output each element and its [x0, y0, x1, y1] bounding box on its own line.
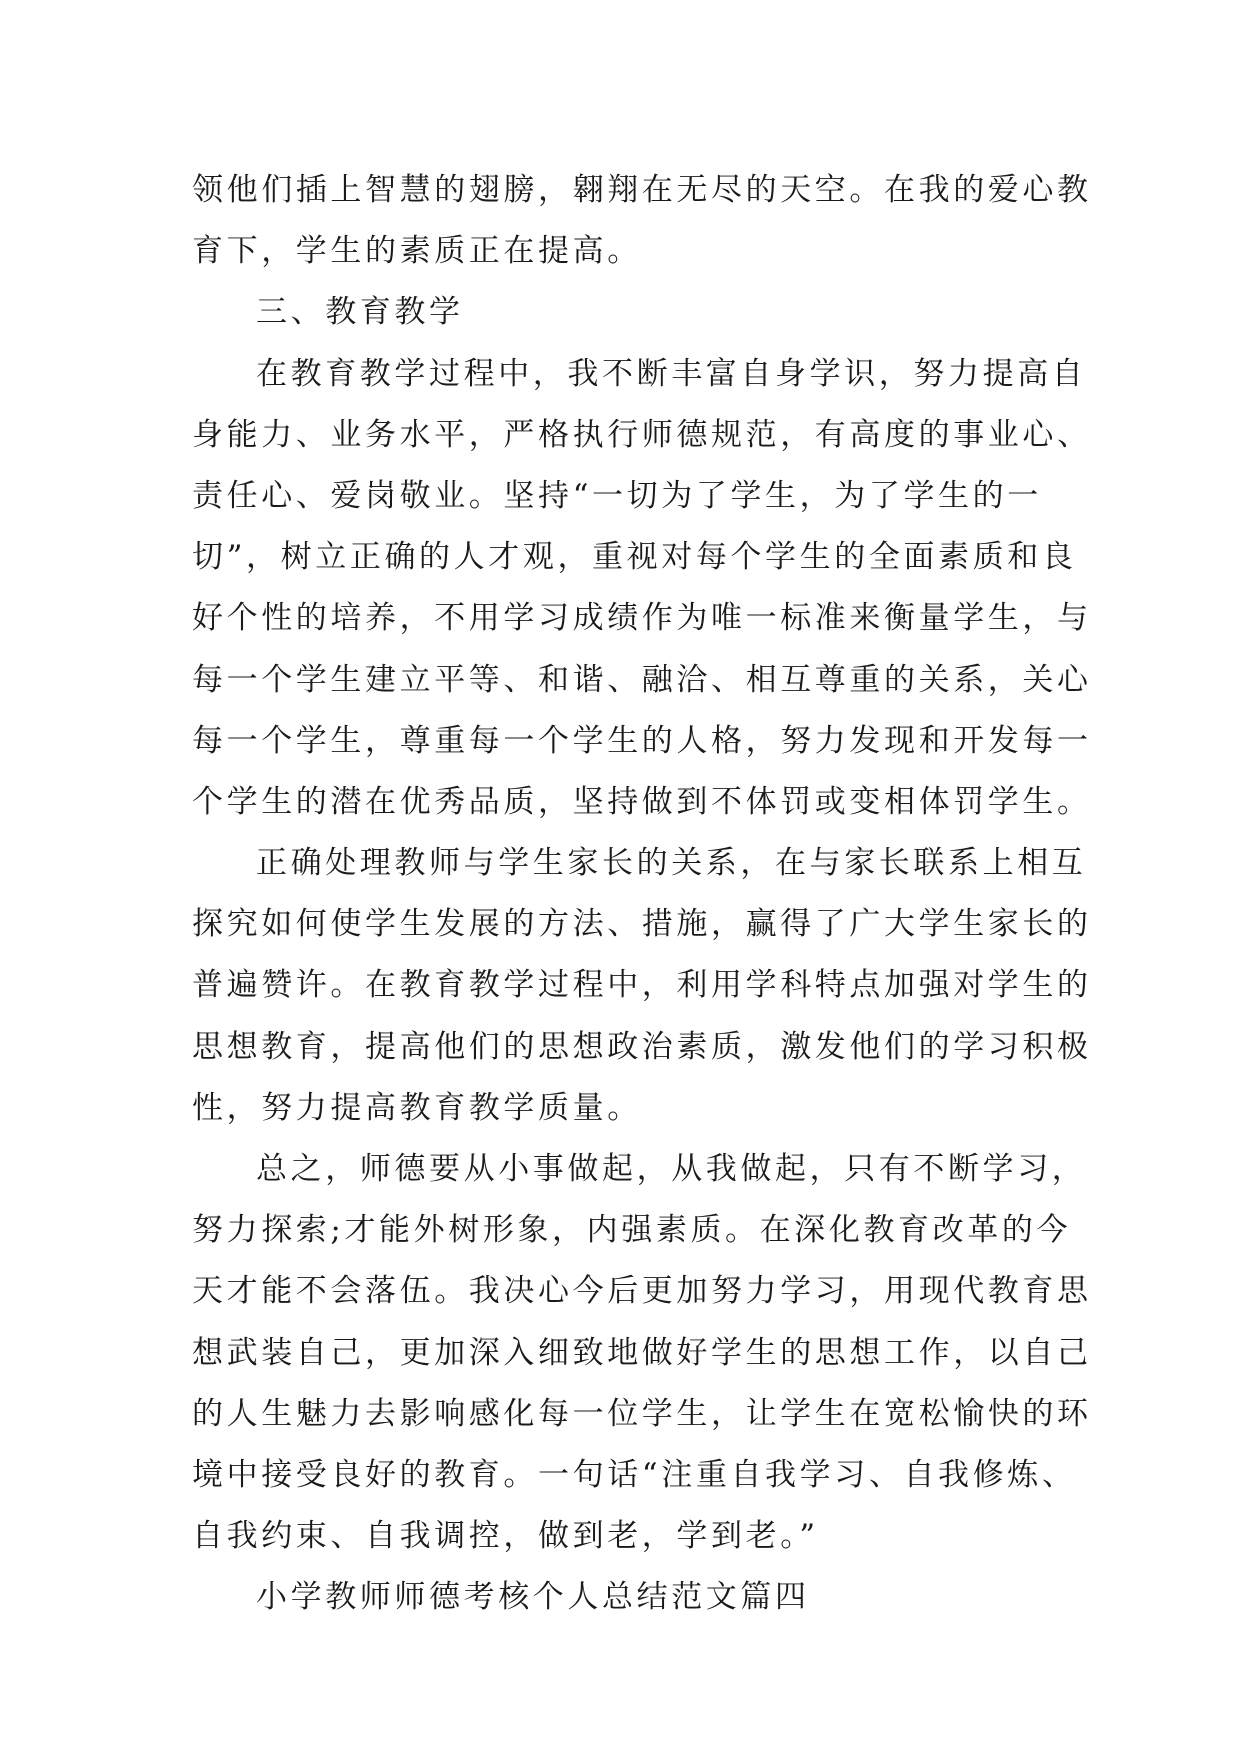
- text-line: 身能力、业务水平，严格执行师德规范，有高度的事业心、: [192, 416, 1092, 453]
- text-line: 努力探索;才能外树形象，内强素质。在深化教育改革的今: [192, 1212, 1072, 1249]
- text-line: 好个性的培养，不用学习成绩作为唯一标准来衡量学生，与: [192, 600, 1092, 637]
- text-line: 探究如何使学生发展的方法、措施，赢得了广大学生家长的: [192, 906, 1092, 943]
- text-line: 总之，师德要从小事做起，从我做起，只有不断学习，: [256, 1151, 1087, 1187]
- next-section-title: 小学教师师德考核个人总结范文篇四: [256, 1579, 810, 1616]
- text-line: 自我约束、自我调控，做到老，学到老。”: [192, 1518, 819, 1555]
- text-line: 个学生的潜在优秀品质，坚持做到不体罚或变相体罚学生。: [192, 783, 1092, 820]
- text-line: 育下，学生的素质正在提高。: [192, 233, 642, 270]
- text-line: 每一个学生建立平等、和谐、融洽、相互尊重的关系，关心: [192, 661, 1092, 698]
- text-line: 性，努力提高教育教学质量。: [192, 1089, 642, 1126]
- text-line: 领他们插上智慧的翅膀，翱翔在无尽的天空。在我的爱心教: [192, 172, 1092, 208]
- section-heading: 三、教育教学: [256, 294, 464, 331]
- text-line: 的人生魅力去影响感化每一位学生，让学生在宽松愉快的环: [192, 1395, 1092, 1432]
- text-line: 责任心、爱岗敬业。坚持“一切为了学生，为了学生的一: [192, 477, 1042, 514]
- text-line: 每一个学生，尊重每一个学生的人格，努力发现和开发每一: [192, 722, 1092, 759]
- text-line: 境中接受良好的教育。一句话“注重自我学习、自我修炼、: [192, 1456, 1077, 1493]
- body-text: [192, 160, 1092, 1629]
- text-line: 普遍赞许。在教育教学过程中，利用学科特点加强对学生的: [192, 967, 1092, 1004]
- text-line: 天才能不会落伍。我决心今后更加努力学习，用现代教育思: [192, 1273, 1092, 1310]
- text-line: 正确处理教师与学生家长的关系，在与家长联系上相互: [256, 845, 1087, 882]
- text-line: 切”，树立正确的人才观，重视对每个学生的全面素质和良: [192, 539, 1077, 576]
- text-line: 在教育教学过程中，我不断丰富自身学识，努力提高自: [256, 355, 1087, 392]
- text-line: 想武装自己，更加深入细致地做好学生的思想工作，以自己: [192, 1334, 1092, 1371]
- text-line: 思想教育，提高他们的思想政治素质，激发他们的学习积极: [192, 1028, 1092, 1065]
